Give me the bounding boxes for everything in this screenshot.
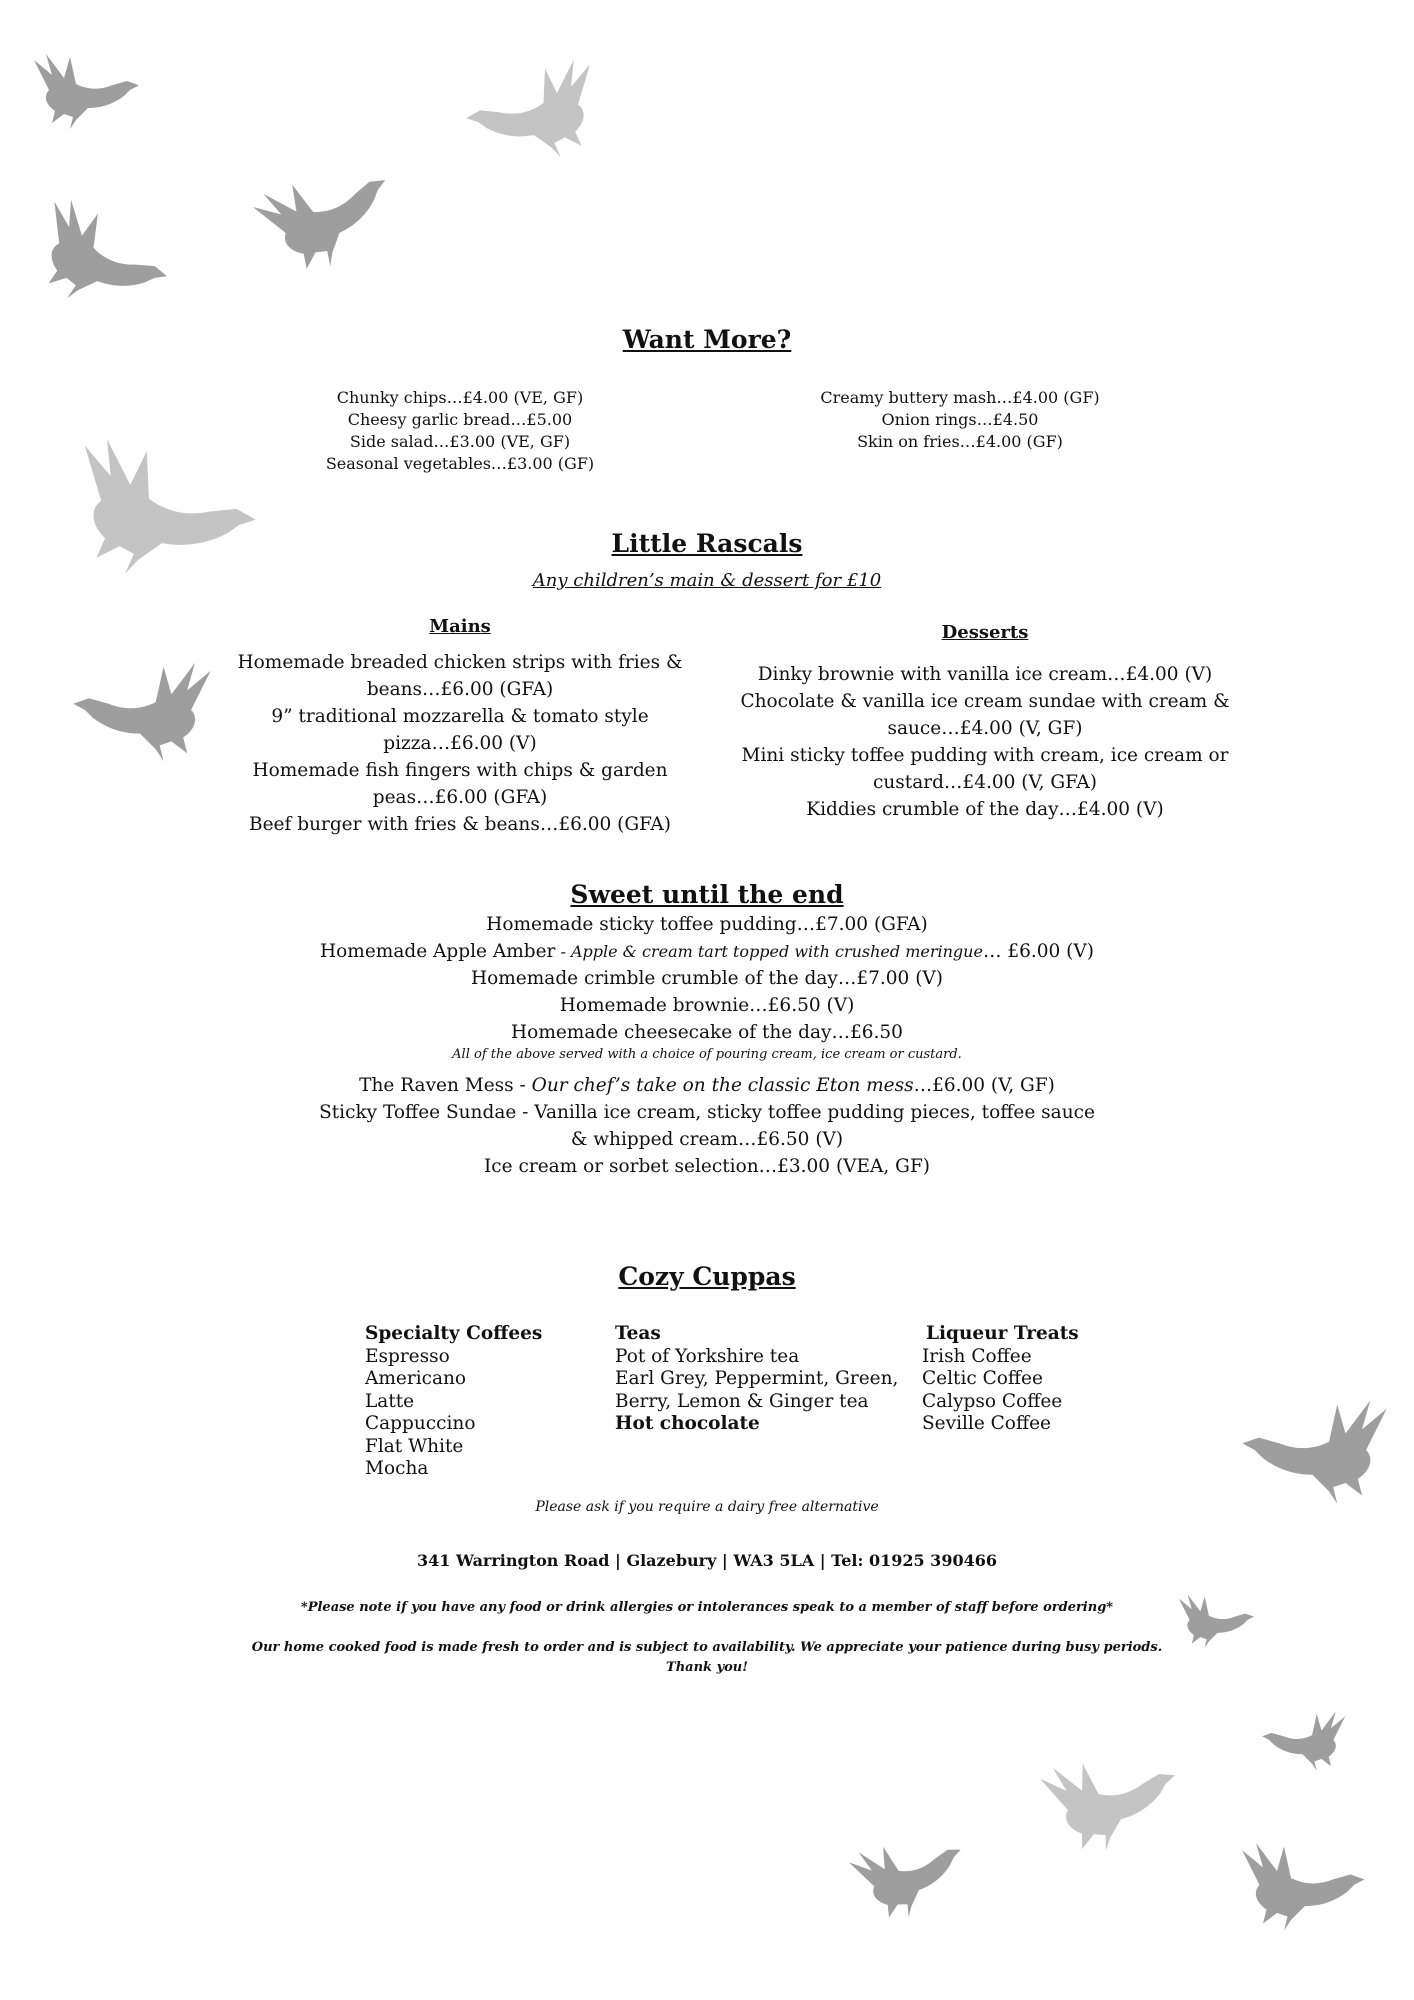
dessert-item-apple-amber [0, 938, 1414, 965]
coffee-item: Espresso [365, 1345, 450, 1367]
kids-main-line: pizza…£6.00 (V) [383, 733, 537, 754]
crow-illustration-4 [225, 102, 435, 324]
want-more-left-column [300, 387, 620, 475]
little-rascals-title: Little Rascals [611, 529, 803, 558]
crow-illustration-7 [1230, 1390, 1395, 1510]
teas-title: Teas [615, 1323, 661, 1344]
liqueurs-title: Liqueur Treats [926, 1323, 1079, 1344]
kids-desserts-title: Desserts [941, 622, 1029, 643]
dessert-item: Homemade cheesecake of the day…£6.50 [511, 1022, 903, 1043]
liqueur-item: Seville Coffee [922, 1413, 1051, 1434]
want-more-section [0, 325, 1414, 354]
dessert-item: Homemade crimble crumble of the day…£7.00 (V) [470, 968, 943, 989]
crow-illustration-2 [447, 46, 614, 180]
crow-illustration-11 [826, 1774, 1000, 1972]
liqueur-item: Calypso Coffee [922, 1390, 1063, 1412]
dessert-item: Homemade sticky toffee pudding…£7.00 (GFA) [486, 914, 928, 935]
kids-dessert-line: sauce…£4.00 (V, GF) [887, 718, 1083, 739]
kids-dessert-line: custard…£4.00 (V, GFA) [873, 772, 1097, 793]
dessert-price: … £6.00 (V) [982, 941, 1094, 962]
coffee-item: Cappuccino [365, 1413, 476, 1434]
fresh-food-line: Our home cooked food is made fresh to order and is subject to availability. We appreciate your patience during busy periods. [251, 1640, 1163, 1655]
kids-dessert-line: Chocolate & vanilla ice cream sundae with cream & [740, 691, 1230, 712]
fresh-food-note [0, 1638, 1414, 1678]
crow-illustration-9 [1255, 1700, 1350, 1780]
crow-illustration-3 [11, 169, 200, 352]
kids-main-line: 9” traditional mozzarella & tomato style [271, 706, 649, 727]
kids-main-line: Beef burger with fries & beans…£6.00 (GFA) [249, 814, 671, 835]
cuppas-section [0, 1262, 1414, 1291]
dessert-description: - Apple & cream tart topped with crushed meringue [555, 942, 983, 961]
tea-item: Pot of Yorkshire tea [615, 1345, 800, 1367]
side-item: Onion rings…£4.50 [881, 410, 1039, 429]
kids-dessert-line: Kiddies crumble of the day…£4.00 (V) [806, 799, 1164, 820]
hot-chocolate: Hot chocolate [615, 1413, 760, 1434]
cuppas-title: Cozy Cuppas [618, 1262, 796, 1291]
dessert-description: Our chef’s take on the classic Eton mess [531, 1075, 914, 1096]
kids-dessert-line: Mini sticky toffee pudding with cream, ice cream or [741, 745, 1229, 766]
kids-mains-title: Mains [429, 616, 491, 637]
kids-desserts-column [735, 622, 1235, 823]
dessert-item: Sticky Toffee Sundae - Vanilla ice cream, sticky toffee pudding pieces, toffee sauce [319, 1102, 1095, 1123]
serving-note: All of the above served with a choice of pouring cream, ice cream or custard. [452, 1047, 962, 1062]
tea-item: Berry, Lemon & Ginger tea [615, 1390, 869, 1412]
side-item: Seasonal vegetables…£3.00 (GF) [325, 454, 595, 473]
dessert-price: …£6.00 (V, GF) [913, 1075, 1055, 1096]
little-rascals-section [0, 529, 1414, 591]
kids-offer: Any children’s main & dessert for £10 [532, 570, 882, 591]
crow-illustration-10 [1025, 1713, 1205, 1882]
crow-illustration-1 [28, 45, 148, 135]
side-item: Chunky chips…£4.00 (VE, GF) [336, 388, 584, 407]
dessert-item-raven-mess [0, 1072, 1414, 1099]
coffees-title: Specialty Coffees [365, 1323, 543, 1344]
address-line: 341 Warrington Road | Glazebury | WA3 5LA | Tel: 01925 390466 [417, 1551, 997, 1570]
dessert-item: Homemade brownie…£6.50 (V) [559, 995, 855, 1016]
allergy-note: *Please note if you have any food or drink allergies or intolerances speak to a member of staff before ordering* [300, 1600, 1114, 1615]
kids-main-line: peas…£6.00 (GFA) [372, 787, 548, 808]
teas-column [615, 1323, 898, 1436]
liqueur-item: Celtic Coffee [922, 1368, 1043, 1389]
kids-mains-column [235, 616, 685, 838]
kids-main-line: Homemade fish fingers with chips & garden [252, 760, 668, 781]
side-item: Side salad…£3.00 (VE, GF) [349, 432, 571, 451]
thank-you-line: Thank you! [666, 1660, 748, 1675]
crow-illustration-6 [55, 655, 225, 765]
liqueurs-column [922, 1323, 1079, 1436]
dessert-item: & whipped cream…£6.50 (V) [570, 1129, 844, 1150]
coffee-item: Americano [365, 1368, 467, 1389]
want-more-right-column [800, 387, 1120, 453]
coffee-item: Latte [365, 1390, 415, 1412]
liqueur-item: Irish Coffee [922, 1345, 1032, 1367]
side-item: Cheesy garlic bread…£5.00 [347, 410, 573, 429]
crow-illustration-12 [1235, 1830, 1375, 1940]
coffee-item: Flat White [365, 1435, 464, 1457]
sweet-section [0, 880, 1414, 1180]
coffees-column [365, 1323, 542, 1481]
kids-main-line: beans…£6.00 (GFA) [366, 679, 554, 700]
side-item: Creamy buttery mash…£4.00 (GF) [820, 388, 1100, 407]
kids-dessert-line: Dinky brownie with vanilla ice cream…£4.00 (V) [757, 664, 1213, 685]
dessert-item: Ice cream or sorbet selection…£3.00 (VEA, GF) [484, 1156, 930, 1177]
kids-main-line: Homemade breaded chicken strips with fries & [237, 652, 683, 673]
dairy-note: Please ask if you require a dairy free alternative [535, 1499, 879, 1515]
dessert-name: The Raven Mess - [359, 1075, 532, 1096]
want-more-title: Want More? [622, 325, 792, 354]
tea-item: Earl Grey, Peppermint, Green, [615, 1368, 899, 1389]
side-item: Skin on fries…£4.00 (GF) [857, 432, 1063, 451]
sweet-title: Sweet until the end [570, 880, 844, 909]
dessert-name: Homemade Apple Amber [320, 941, 556, 962]
coffee-item: Mocha [365, 1458, 429, 1479]
